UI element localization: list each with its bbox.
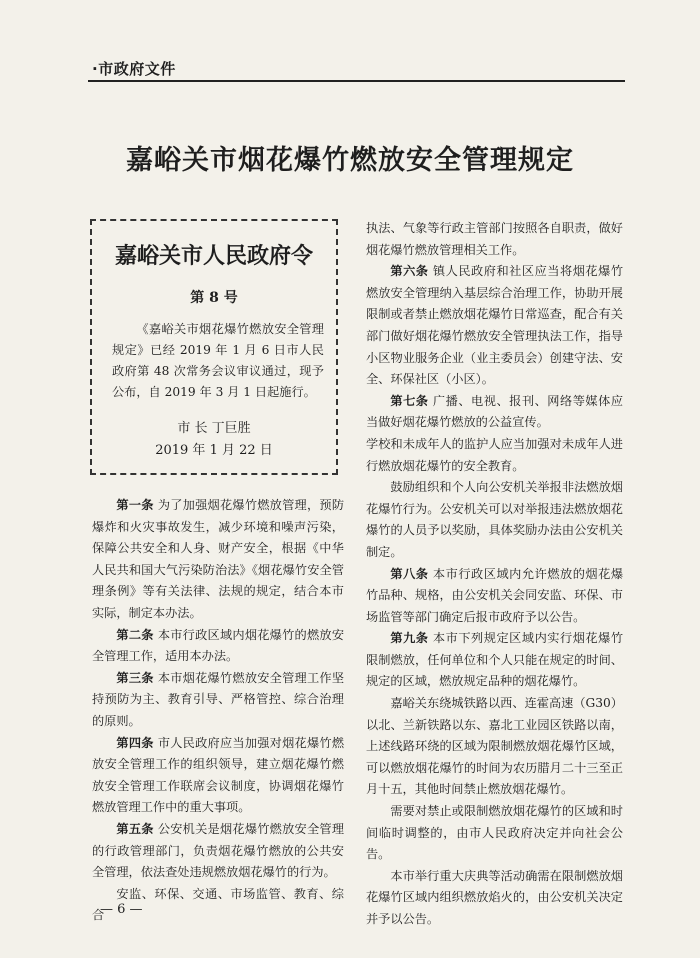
left-column xyxy=(92,495,344,927)
article-number: 第七条 xyxy=(390,393,429,408)
paragraph-text: 需要对禁止或限制燃放烟花爆竹的区域和时间临时调整的，由市人民政府决定并向社会公告。 xyxy=(366,804,623,862)
article-number: 第三条 xyxy=(116,670,154,685)
article-number: 第四条 xyxy=(116,735,154,750)
paragraph-text: 镇人民政府和社区应当将烟花爆竹燃放安全管理纳入基层综合治理工作，协助开展限制或者禁止燃放烟花爆竹日常巡查，配合有关部门做好烟花爆竹燃放安全管理执法工作，指导小区物业服务企业（业主委员会）创建守法、安全、环保社区（小区）。 xyxy=(366,264,624,387)
government-order-box xyxy=(90,219,338,475)
header-rule xyxy=(88,80,625,82)
paragraph xyxy=(366,564,623,629)
order-signer: 市 长 丁巨胜 xyxy=(177,421,251,436)
paragraph-text: 为了加强烟花爆竹燃放管理，预防爆炸和火灾事故发生，减少环境和噪声污染，保障公共安全和人身、财产安全，根据《中华人民共和国大气污染防治法》《烟花爆竹安全管理条例》等有关法律、法规的规定，结合本市实际，制定本办法。 xyxy=(92,498,345,620)
paragraph-text: 嘉峪关东绕城铁路以西、连霍高速（G30）以北、兰新铁路以东、嘉北工业园区铁路以南，上述线路环绕的区域为限制燃放烟花爆竹区域，可以燃放烟花爆竹的时间为农历腊月二十三至正月十五，其他时间禁止燃放烟花爆竹。 xyxy=(366,696,623,797)
order-number: 第 8 号 xyxy=(190,290,238,306)
paragraph xyxy=(366,434,623,477)
article-number: 第六条 xyxy=(390,264,429,279)
right-column xyxy=(366,218,623,931)
paragraph-text: 广播、电视、报刊、网络等媒体应当做好烟花爆竹燃放的公益宣传。 xyxy=(366,393,624,430)
paragraph-text: 执法、气象等行政主管部门按照各自职责，做好烟花爆竹燃放管理相关工作。 xyxy=(366,221,623,257)
paragraph xyxy=(366,628,623,693)
article-number: 第五条 xyxy=(116,821,154,836)
paragraph xyxy=(92,819,344,884)
paragraph xyxy=(366,218,623,261)
article-number: 第八条 xyxy=(390,566,429,581)
paragraph xyxy=(92,733,344,819)
document-title: 嘉峪关市烟花爆竹燃放安全管理规定 xyxy=(126,145,574,176)
paragraph xyxy=(92,625,344,668)
paragraph xyxy=(366,866,623,931)
paragraph xyxy=(366,693,623,801)
paragraph-text: 本市下列规定区域内实行烟花爆竹限制燃放，任何单位和个人只能在规定的时间、规定的区域，燃放规定品种的烟花爆竹。 xyxy=(366,631,624,689)
paragraph-text: 本市行政区域内烟花爆竹的燃放安全管理工作，适用本办法。 xyxy=(92,627,345,664)
page-number: — 6 — xyxy=(100,902,143,917)
paragraph-text: 学校和未成年人的监护人应当加强对未成年人进行燃放烟花爆竹的安全教育。 xyxy=(366,436,623,473)
paragraph-text: 鼓励组织和个人向公安机关举报非法燃放烟花爆竹行为。公安机关可以对举报违法燃放烟花爆竹的人员予以奖励，具体奖励办法由公安机关制定。 xyxy=(366,480,623,559)
paragraph-text: 本市烟花爆竹燃放安全管理工作坚持预防为主、教育引导、严格管控、综合治理的原则。 xyxy=(92,670,345,728)
paragraph-text: 公安机关是烟花爆竹燃放安全管理的行政管理部门，负责烟花爆竹燃放的公共安全管理，依法查处违规燃放烟花爆竹的行为。 xyxy=(92,821,345,880)
paragraph xyxy=(92,495,344,625)
paragraph xyxy=(366,261,623,391)
article-number: 第九条 xyxy=(390,631,429,646)
paragraph-text: 本市举行重大庆典等活动确需在限制燃放烟花爆竹区域内组织燃放焰火的，由公安机关决定并予以公告。 xyxy=(366,868,623,926)
paragraph xyxy=(366,477,623,563)
order-heading: 嘉峪关市人民政府令 xyxy=(114,243,313,269)
section-label: ·市政府文件 xyxy=(92,60,176,78)
paragraph xyxy=(366,391,623,434)
paragraph xyxy=(92,668,344,733)
order-date: 2019 年 1 月 22 日 xyxy=(155,443,273,458)
paragraph-text: 安监、环保、交通、市场监管、教育、综合 xyxy=(92,886,344,923)
paragraph-text: 本市行政区域内允许燃放的烟花爆竹品种、规格，由公安机关会同安监、环保、市场监管等部门确定后报市政府予以公告。 xyxy=(366,566,624,624)
order-body: 《嘉峪关市烟花爆竹燃放安全管理规定》已经 2019 年 1 月 6 日市人民政府第 48 次常务会议审议通过，现予公布，自 2019 年 3 月 1 日起施行。 xyxy=(112,322,324,399)
article-number: 第二条 xyxy=(116,627,154,642)
paragraph xyxy=(366,801,623,866)
article-number: 第一条 xyxy=(116,498,154,512)
paragraph-text: 市人民政府应当加强对烟花爆竹燃放安全管理工作的组织领导，建立烟花爆竹燃放安全管理工作联席会议制度，协调烟花爆竹燃放管理工作中的重大事项。 xyxy=(92,735,345,815)
